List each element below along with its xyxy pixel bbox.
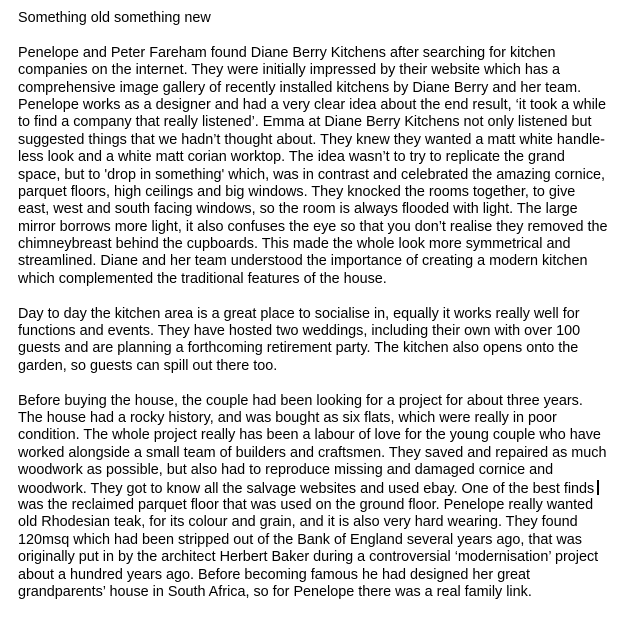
text-line: which complemented the traditional features of the house. — [18, 270, 387, 287]
text-line: functions and events. They have hosted two weddings, including their own with over 100 — [18, 323, 581, 340]
text-line: Day to day the kitchen area is a great place to socialise in, equally it works really well for — [18, 305, 580, 322]
text-line: garden, so guests can spill out there too. — [18, 357, 278, 374]
text-line: mirror borrows more light, it also confuses the eye so that you don’t realise they removed the — [18, 218, 608, 235]
text-line: parquet floors, high ceilings and big windows. They knocked the rooms together, to give — [18, 183, 576, 200]
text-line: condition. The whole project really has been a labour of love for the young couple who have — [18, 427, 601, 444]
text-line: Penelope and Peter Fareham found Diane Berry Kitchens after searching for kitchen — [18, 44, 556, 61]
text-line: grandparents’ house in South Africa, so for Penelope there was a real family link. — [18, 583, 532, 600]
text-line: space, but to 'drop in something' which, was in contrast and celebrated the amazing cornice, — [18, 166, 606, 183]
paragraph-1 — [18, 45, 624, 288]
paragraph-3 — [18, 393, 624, 602]
text-line: worked alongside a small team of builders and craftsmen. They saved and repaired as much — [18, 444, 607, 461]
text-line: east, west and south facing windows, so the room is always flooded with light. The large — [18, 201, 578, 218]
text-line: to find a company that really listened’. Emma at Diane Berry Kitchens not only listened but — [18, 114, 592, 131]
text-line: about a hundred years ago. Before becoming famous he had designed her great — [18, 566, 531, 583]
text-line: Before buying the house, the couple had been looking for a project for about three years. — [18, 392, 583, 409]
text-line: streamlined. Diane and her team understood the importance of creating a modern kitchen — [18, 253, 588, 270]
text-line: Penelope works as a designer and had a very clear idea about the end result, ‘it took a while — [18, 96, 606, 113]
text-line: chimneybreast behind the cupboards. This made the whole look more symmetrical and — [18, 236, 571, 253]
text-line: companies on the internet. They were initially impressed by their website which has a — [18, 62, 561, 79]
text-line: was the reclaimed parquet floor that was used on the ground floor. Penelope really wanted — [18, 496, 594, 513]
text-line: woodwork. They got to know all the salvage websites and used ebay. One of the best finds — [18, 480, 595, 497]
text-line: suggested things that we hadn’t thought about. They knew they wanted a matt white handle- — [18, 131, 605, 148]
text-line: The house had a rocky history, and was bought as six flats, which were really in poor — [18, 410, 557, 426]
text-line: old Rhodesian teak, for its colour and grain, and it is also very hard wearing. They found — [18, 514, 578, 531]
document-title: Something old something new — [18, 10, 211, 26]
text-line-with-caret — [18, 480, 624, 497]
text-line: comprehensive image gallery of recently installed kitchens by Diane Berry and her team. — [18, 79, 582, 96]
document-body[interactable] — [18, 10, 624, 619]
text-line: guests and are planning a forthcoming retirement party. The kitchen also opens onto the — [18, 340, 579, 357]
paragraph-2 — [18, 306, 624, 376]
text-line: woodwork as possible, but also had to reproduce missing and damaged cornice and — [18, 462, 554, 479]
text-cursor — [597, 480, 599, 495]
text-line: originally put in by the architect Herbert Baker during a controversial ‘modernisation’ project — [18, 549, 599, 566]
text-line: 120msq which had been stripped out of the Bank of England several years ago, that was — [18, 531, 582, 548]
text-line: less look and a white matt corian worktop. The idea wasn’t to try to replicate the grand — [18, 149, 565, 166]
